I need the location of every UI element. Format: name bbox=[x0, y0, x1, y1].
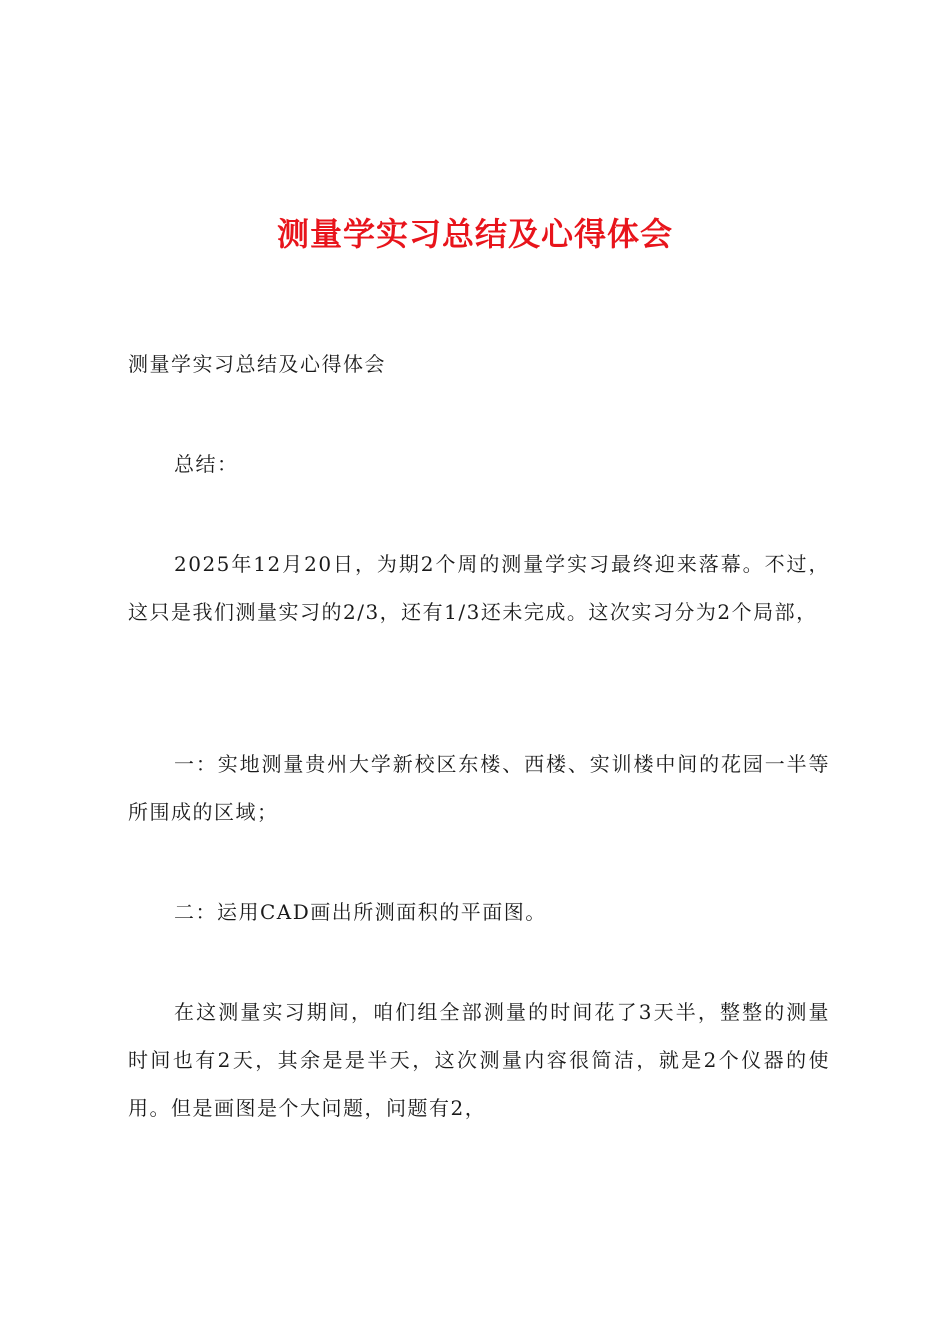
summary-heading: 总结： bbox=[174, 452, 239, 476]
part-one-paragraph: 一：实地测量贵州大学新校区东楼、西楼、实训楼中间的花园一半等所围成的区域； bbox=[128, 752, 830, 824]
document-subtitle: 测量学实习总结及心得体会 bbox=[128, 352, 386, 376]
process-paragraph: 在这测量实习期间，咱们组全部测量的时间花了3天半，整整的测量时间也有2天，其余是是半天，这次测量内容很简洁，就是2个仪器的使用。但是画图是个大问题，问题有2， bbox=[128, 1000, 830, 1120]
intro-paragraph: 2025年12月20日，为期2个周的测量学实习最终迎来落幕。不过，这只是我们测量实习的2/3，还有1/3还未完成。这次实习分为2个局部， bbox=[128, 552, 830, 624]
document-title: 测量学实习总结及心得体会 bbox=[276, 215, 673, 253]
part-two-paragraph: 二：运用CAD画出所测面积的平面图。 bbox=[174, 900, 547, 924]
